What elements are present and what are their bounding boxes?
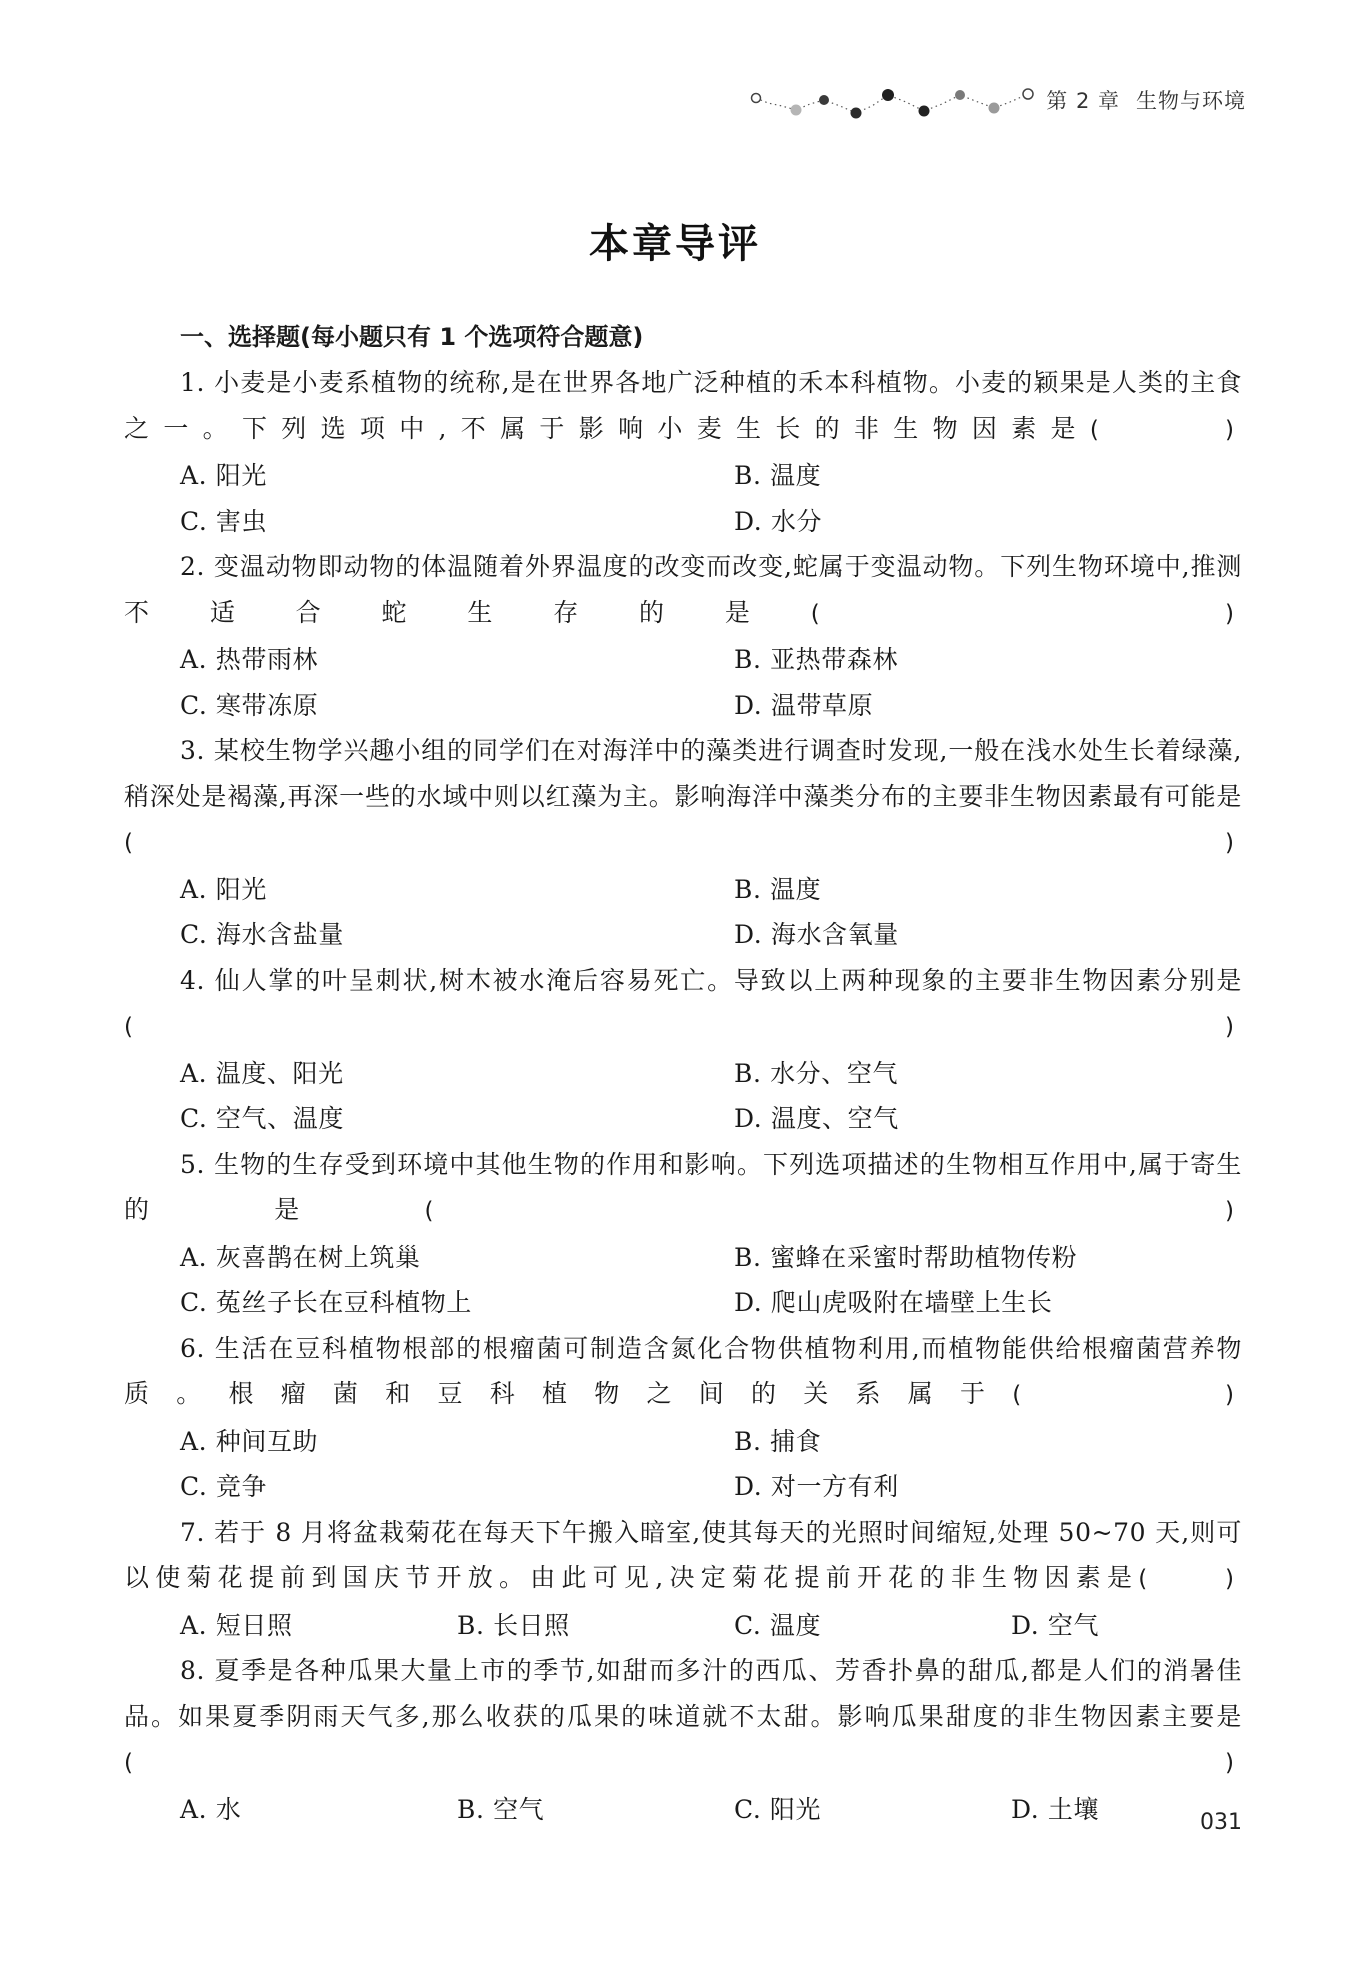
page-number: 031 (1200, 1810, 1242, 1835)
question-item (124, 728, 1242, 958)
question-stem (124, 958, 1242, 1051)
option-list (124, 1051, 1242, 1142)
option-d: D. 海水含氧量 (734, 920, 899, 949)
option-b: B. 温度 (734, 461, 822, 490)
question-stem (124, 360, 1242, 453)
question-item (124, 1648, 1242, 1832)
answer-blank: ( ) (424, 1198, 1235, 1224)
question-item (124, 544, 1242, 728)
question-text: 4. 仙人掌的叶呈刺状,树木被水淹后容易死亡。导致以上两种现象的主要非生物因素分别是 (180, 965, 1242, 995)
question-text: 3. 某校生物学兴趣小组的同学们在对海洋中的藻类进行调查时发现,一般在浅水处生长着绿藻,稍深处是褐藻,再深一些的水域中则以红藻为主。影响海洋中藻类分布的主要非生物因素最有可能是 (124, 736, 1242, 811)
question-item (124, 958, 1242, 1142)
question-stem (124, 1142, 1242, 1235)
section-heading: 一、选择题(每小题只有 1 个选项符合题意) (180, 323, 644, 351)
option-list (124, 867, 1242, 958)
option-list (124, 1603, 1242, 1649)
question-list (124, 360, 1242, 1832)
question-item (124, 360, 1242, 544)
question-item (124, 1142, 1242, 1326)
option-b: B. 亚热带森林 (734, 645, 899, 674)
option-b: B. 捕食 (734, 1426, 822, 1456)
page-title: 本章导评 (589, 221, 761, 267)
option-c: C. 害虫 (180, 506, 268, 536)
answer-blank: ( ) (1138, 1566, 1235, 1592)
question-stem (124, 1510, 1242, 1603)
option-d: D. 爬山虎吸附在墙壁上生长 (734, 1288, 1053, 1317)
option-list (124, 453, 1242, 544)
answer-blank: ( ) (124, 1014, 1234, 1040)
option-c: C. 阳光 (734, 1794, 822, 1824)
option-list (124, 1235, 1242, 1326)
option-a: A. 种间互助 (180, 1426, 319, 1456)
question-stem (124, 1648, 1242, 1787)
question-text: 2. 变温动物即动物的体温随着外界温度的改变而改变,蛇属于变温动物。下列生物环境中,推测不适合蛇生存的是 (124, 552, 1242, 627)
chapter-label (1046, 85, 1246, 115)
option-a: A. 热带雨林 (180, 645, 319, 674)
question-item (124, 1510, 1242, 1649)
option-b: B. 温度 (734, 874, 822, 904)
option-a: A. 水 (180, 1794, 242, 1824)
question-item (124, 1326, 1242, 1510)
answer-blank: ( ) (124, 830, 1234, 856)
option-d: D. 空气 (1011, 1610, 1100, 1640)
option-a: A. 灰喜鹊在树上筑巢 (180, 1242, 421, 1272)
wave-dots-ornament-icon (748, 80, 1038, 120)
question-text: 6. 生活在豆科植物根部的根瘤菌可制造含氮化合物供植物利用,而植物能供给根瘤菌营养物质。根瘤菌和豆科植物之间的关系属于 (124, 1333, 1242, 1408)
question-text: 5. 生物的生存受到环境中其他生物的作用和影响。下列选项描述的生物相互作用中,属于寄生的是 (124, 1149, 1242, 1224)
option-c: C. 竞争 (180, 1472, 268, 1501)
option-list (124, 1419, 1242, 1510)
option-a: A. 阳光 (180, 461, 267, 490)
question-text: 7. 若于 8 月将盆栽菊花在每天下午搬入暗室,使其每天的光照时间缩短,处理 50~70 天,则可以使菊花提前到国庆节开放。由此可见,决定菊花提前开花的非生物因素是 (124, 1517, 1242, 1592)
option-d: D. 水分 (734, 506, 823, 536)
running-header (748, 80, 1246, 120)
question-text: 8. 夏季是各种瓜果大量上市的季节,如甜而多汁的西瓜、芳香扑鼻的甜瓜,都是人们的消暑佳品。如果夏季阴雨天气多,那么收获的瓜果的味道就不太甜。影响瓜果甜度的非生物因素主要是 (124, 1656, 1242, 1731)
option-a: A. 阳光 (180, 874, 267, 904)
option-c: C. 菟丝子长在豆科植物上 (180, 1288, 472, 1317)
question-stem (124, 1326, 1242, 1419)
answer-blank: ( ) (1089, 416, 1235, 443)
option-c: C. 寒带冻原 (180, 690, 319, 720)
option-b: B. 长日照 (457, 1610, 570, 1640)
option-a: A. 温度、阳光 (180, 1058, 344, 1088)
option-c: C. 海水含盐量 (180, 920, 344, 949)
option-b: B. 水分、空气 (734, 1058, 899, 1088)
option-c: C. 温度 (734, 1610, 822, 1640)
chapter-number: 第 2 章 (1046, 89, 1120, 113)
answer-blank: ( ) (810, 600, 1234, 627)
option-c: C. 空气、温度 (180, 1104, 344, 1133)
question-stem (124, 728, 1242, 867)
option-d: D. 温度、空气 (734, 1104, 899, 1133)
option-list (124, 637, 1242, 728)
option-d: D. 对一方有利 (734, 1472, 899, 1501)
question-section (124, 314, 1242, 1832)
option-list (124, 1787, 1242, 1833)
option-d: D. 温带草原 (734, 690, 874, 720)
option-b: B. 蜜蜂在采蜜时帮助植物传粉 (734, 1242, 1078, 1272)
answer-blank: ( ) (1012, 1382, 1235, 1408)
question-stem (124, 544, 1242, 637)
answer-blank: ( ) (124, 1750, 1234, 1776)
question-text: 1. 小麦是小麦系植物的统称,是在世界各地广泛种植的禾本科植物。小麦的颖果是人类的主食之一。下列选项中,不属于影响小麦生长的非生物因素是 (124, 368, 1242, 443)
option-d: D. 土壤 (1011, 1794, 1100, 1824)
option-a: A. 短日照 (180, 1610, 293, 1640)
chapter-title: 生物与环境 (1136, 89, 1246, 113)
option-b: B. 空气 (457, 1794, 545, 1824)
